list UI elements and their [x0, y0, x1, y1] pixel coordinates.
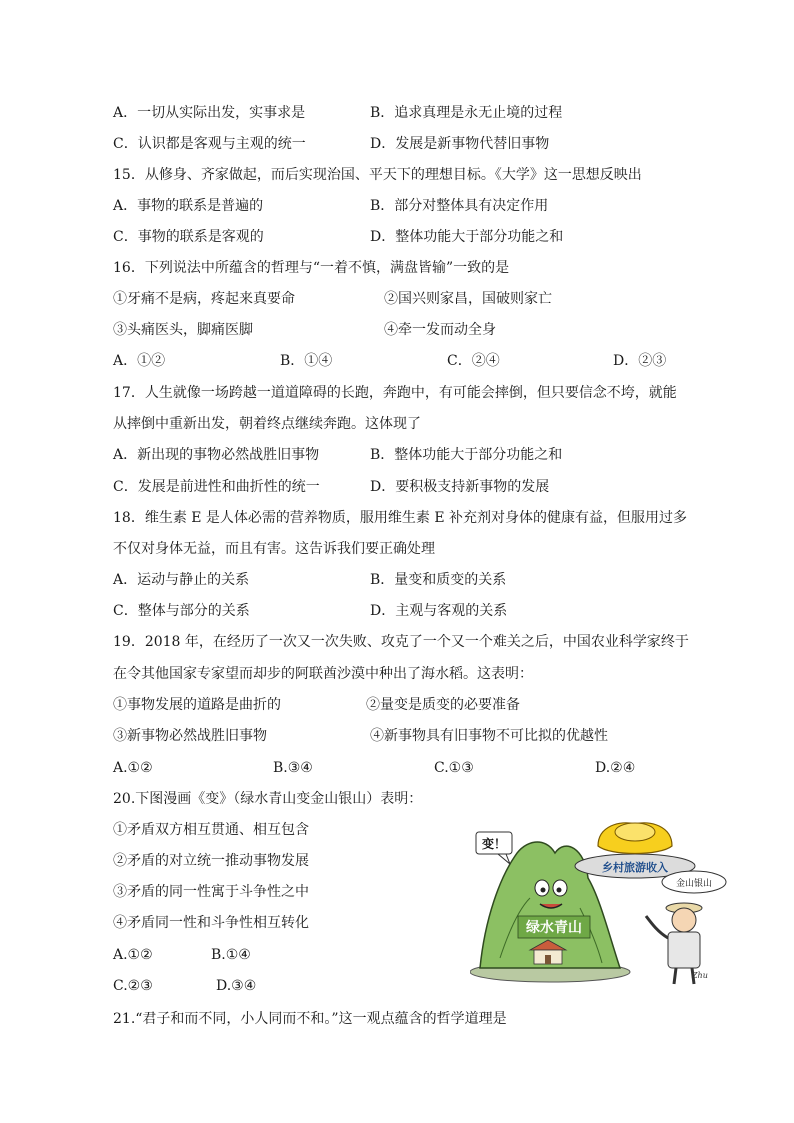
q16-option-c: C．②④ [447, 353, 500, 369]
q14-option-a: A．一切从实际出发，实事求是 [113, 105, 306, 121]
q19-statement-3: ③新事物必然战胜旧事物 [113, 728, 267, 744]
q19-option-c: C.①③ [434, 760, 474, 776]
q17-stem-line1: 17．人生就像一场跨越一道道障碍的长跑，奔跑中，有可能会摔倒，但只要信念不垮，就能 [113, 385, 677, 401]
cartoon-tray-label: 乡村旅游收入 [602, 861, 668, 874]
q17-option-b: B．整体功能大于部分功能之和 [370, 447, 563, 463]
q20-statement-4: ④矛盾同一性和斗争性相互转化 [113, 915, 309, 931]
q14-option-c: C．认识都是客观与主观的统一 [113, 136, 306, 152]
q18-option-b: B．量变和质变的关系 [370, 572, 507, 588]
q16-statement-1: ①牙痛不是病，疼起来真要命 [113, 291, 295, 307]
q20-statement-1: ①矛盾双方相互贯通、相互包含 [113, 822, 309, 838]
q19-statement-2: ②量变是质变的必要准备 [366, 697, 520, 713]
cartoon-man-bubble: 金山银山 [675, 879, 713, 889]
q17-option-a: A．新出现的事物必然战胜旧事物 [113, 447, 320, 463]
q15-option-c: C．事物的联系是客观的 [113, 229, 264, 245]
q16-option-b: B．①④ [280, 353, 333, 369]
q15-option-b: B．部分对整体具有决定作用 [370, 198, 549, 214]
q16-statement-3: ③头痛医头，脚痛医脚 [113, 322, 253, 338]
q19-stem-line2: 在令其他国家专家望而却步的阿联酋沙漠中种出了海水稻。这表明： [113, 666, 533, 682]
q16-stem: 16．下列说法中所蕴含的哲理与“一着不慎，满盘皆输”一致的是 [113, 260, 510, 276]
q19-statement-4: ④新事物具有旧事物不可比拟的优越性 [370, 728, 608, 744]
q14-option-d: D．发展是新事物代替旧事物 [370, 136, 550, 152]
q18-stem-line1: 18．维生素 E 是人体必需的营养物质，服用维生素 E 补充剂对身体的健康有益，但服用过多 [113, 510, 688, 526]
q19-option-b: B.③④ [273, 760, 313, 776]
q19-statement-1: ①事物发展的道路是曲折的 [113, 697, 281, 713]
q15-option-d: D．整体功能大于部分功能之和 [370, 229, 564, 245]
q20-statement-2: ②矛盾的对立统一推动事物发展 [113, 853, 309, 869]
q18-stem-line2: 不仅对身体无益，而且有害。这告诉我们要正确处理 [113, 541, 435, 557]
q16-option-d: D．②③ [613, 353, 667, 369]
q15-stem: 15．从修身、齐家做起，而后实现治国、平天下的理想目标。《大学》这一思想反映出 [113, 167, 642, 183]
q20-option-d: D.③④ [216, 978, 257, 994]
q16-statement-4: ④牵一发而动全身 [384, 322, 496, 338]
q18-option-a: A．运动与静止的关系 [113, 572, 250, 588]
q15-option-a: A．事物的联系是普遍的 [113, 198, 264, 214]
q21-stem: 21.“君子和而不同，小人同而不和。”这一观点蕴含的哲学道理是 [113, 1011, 507, 1027]
q19-option-d: D.②④ [595, 760, 636, 776]
q20-option-a: A.①② [113, 947, 153, 963]
q17-option-c: C．发展是前进性和曲折性的统一 [113, 479, 320, 495]
q18-option-d: D．主观与客观的关系 [370, 603, 508, 619]
q20-stem: 20.下图漫画《变》（绿水青山变金山银山）表明： [113, 791, 423, 807]
q18-option-c: C．整体与部分的关系 [113, 603, 250, 619]
q20-statement-3: ③矛盾的同一性寓于斗争性之中 [113, 884, 309, 900]
q20-option-c: C.②③ [113, 978, 153, 994]
q20-option-b: B.①④ [211, 947, 251, 963]
cartoon-speech-bubble: 变！ [481, 837, 507, 851]
cartoon-signature: Zhu [692, 971, 708, 980]
q16-statement-2: ②国兴则家昌，国破则家亡 [384, 291, 552, 307]
q16-option-a: A．①② [113, 353, 166, 369]
q17-stem-line2: 从摔倒中重新出发，朝着终点继续奔跑。这体现了 [113, 416, 421, 432]
q14-option-b: B．追求真理是永无止境的过程 [370, 105, 563, 121]
q19-stem-line1: 19．2018 年，在经历了一次又一次失败、攻克了一个又一个难关之后，中国农业科学家终于 [113, 634, 689, 650]
q17-option-d: D．要积极支持新事物的发展 [370, 479, 550, 495]
cartoon-illustration [470, 808, 728, 986]
cartoon-mountain-label: 绿水青山 [526, 920, 582, 936]
q19-option-a: A.①② [113, 760, 153, 776]
